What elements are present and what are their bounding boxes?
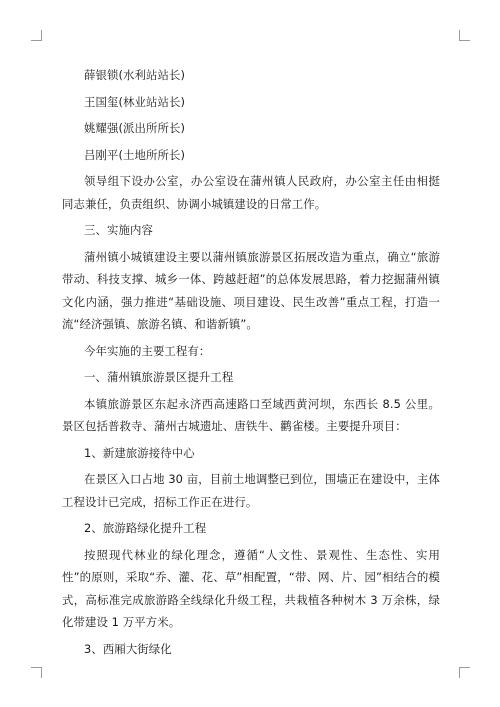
content-paragraph: 按照现代林业的绿化理念，遵循“人文性、景观性、生态性、实用性”的原则，采取“乔、灌、花、草”相配置，“带、网、片、园”相结合的模式，高标准完成旅游路全线绿化升级工程，共栽植各种树木 3 万余株，绿化带建设 1 万平方米。 [62,547,440,629]
subproject-heading: 2、旅游路绿化提升工程 [84,521,207,535]
office-paragraph: 领导组下设办公室，办公室设在蒲州镇人民政府，办公室主任由相挺同志兼任，负责组织、协调小城镇建设的日常工作。 [62,174,440,211]
project-heading: 一、蒲州镇旅游景区提升工程 [84,370,234,384]
content-paragraph: 蒲州镇小城镇建设主要以蒲州镇旅游景区拓展改造为重点，确立“旅游带动、科技支撑、城乡一体、跨越赶超”的总体发展思路，着力挖掘蒲州镇文化内涵，强力推进“基础设施、项目建设、民生改善”重点工程，打造一流“经济强镇、旅游名镇、和谐新镇”。 [62,249,440,331]
crop-mark-bottom-right [459,667,470,678]
document-body [62,64,440,660]
member-line: 王国玺(林业站站长) [84,94,186,109]
crop-mark-bottom-left [31,667,42,678]
subproject-heading: 1、新建旅游接待中心 [84,445,195,460]
crop-mark-top-left [31,30,42,41]
content-paragraph: 在景区入口占地 30 亩，目前土地调整已到位，围墙正在建设中，主体工程设计已完成，招标工作正在进行。 [62,472,440,509]
intro-line: 今年实施的主要工程有： [84,343,211,358]
member-line: 姚耀强(派出所所长) [84,121,186,135]
member-line: 吕刚平(土地所所长) [84,147,186,162]
content-paragraph: 本镇旅游景区东起永济西高速路口至域西黄河坝，东西长 8.5 公里。景区包括普救寺、蒲州古城遗址、唐铁牛、鹳雀楼。主要提升项目： [62,396,440,433]
member-line: 薛银锁(水利站站长) [84,68,186,82]
subproject-heading: 3、西厢大街绿化 [84,641,172,656]
crop-mark-top-right [459,30,470,41]
section-heading: 三、实施内容 [84,223,153,237]
